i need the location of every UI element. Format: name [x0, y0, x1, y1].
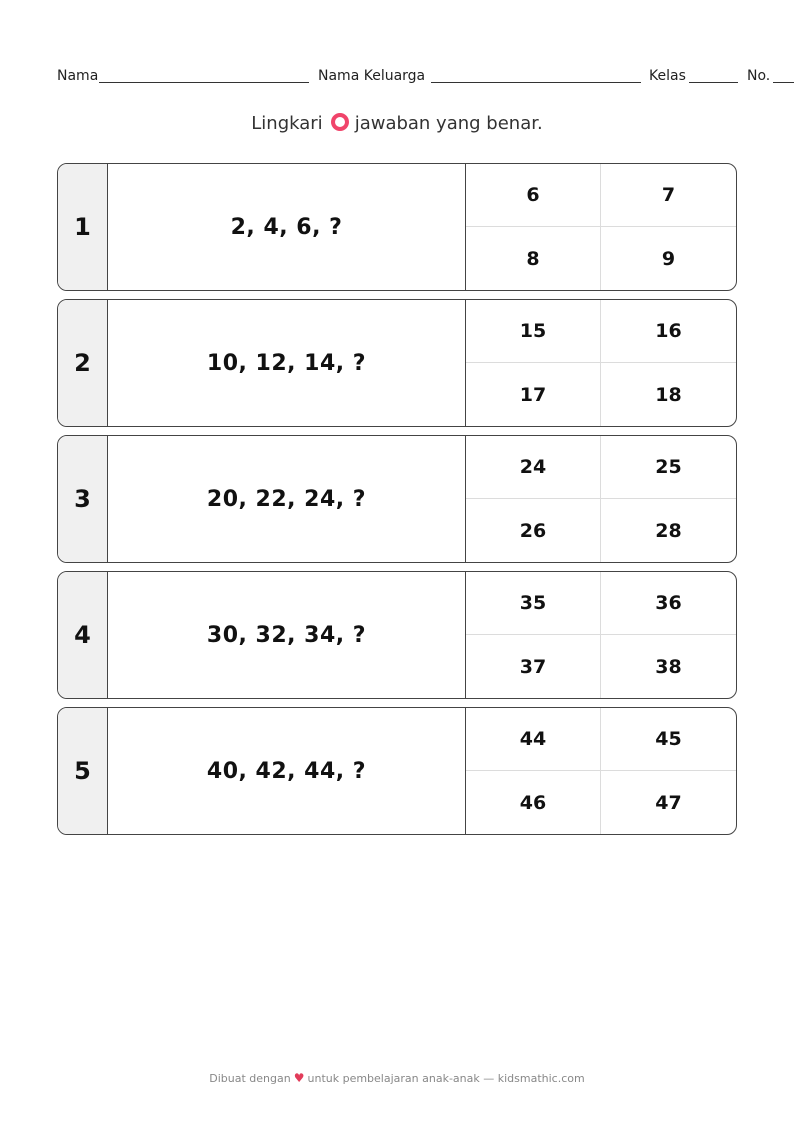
family-name-label: Nama Keluarga [318, 68, 426, 84]
number-sequence: 40, 42, 44, ? [108, 708, 466, 834]
answer-options [466, 300, 736, 426]
answer-option[interactable]: 15 [466, 300, 601, 363]
answer-option[interactable]: 47 [655, 791, 682, 814]
footer [0, 1071, 794, 1085]
question-number: 3 [58, 436, 108, 562]
answer-options [466, 164, 736, 290]
answer-option[interactable]: 7 [601, 164, 736, 227]
answer-option[interactable]: 38 [655, 655, 682, 678]
number-sequence: 30, 32, 34, ? [108, 572, 466, 698]
question-row [57, 435, 737, 563]
instruction-text-after: jawaban yang benar. [354, 113, 543, 134]
instruction [0, 113, 794, 134]
answer-option[interactable]: 35 [466, 572, 601, 635]
number-sequence: 2, 4, 6, ? [108, 164, 466, 290]
class-line [689, 82, 738, 83]
answer-options [466, 436, 736, 562]
number-sequence: 20, 22, 24, ? [108, 436, 466, 562]
answer-option[interactable]: 36 [601, 572, 736, 635]
footer-text-after: untuk pembelajaran anak-anak — kidsmathic.com [307, 1072, 585, 1085]
footer-text-before: Dibuat dengan [209, 1072, 291, 1085]
name-line [99, 82, 309, 83]
answer-option[interactable]: 17 [466, 363, 601, 426]
answer-option[interactable]: 6 [466, 164, 601, 227]
question-row [57, 163, 737, 291]
heart-icon: ♥ [293, 1071, 305, 1085]
answer-option[interactable]: 18 [655, 383, 682, 406]
answer-option[interactable]: 9 [661, 247, 676, 270]
question-number: 2 [58, 300, 108, 426]
answer-option[interactable]: 24 [466, 436, 601, 499]
answer-option[interactable]: 25 [601, 436, 736, 499]
question-row [57, 571, 737, 699]
circle-icon [331, 113, 349, 131]
class-label: Kelas [649, 68, 686, 84]
answer-option[interactable]: 44 [466, 708, 601, 771]
answer-option[interactable]: 16 [601, 300, 736, 363]
answer-option[interactable]: 28 [655, 519, 682, 542]
answer-option[interactable]: 8 [466, 227, 601, 290]
student-info-header [57, 68, 794, 88]
answer-option[interactable]: 46 [466, 771, 601, 834]
number-line [773, 82, 794, 83]
instruction-text-before: Lingkari [251, 113, 323, 134]
answer-option[interactable]: 37 [466, 635, 601, 698]
question-number: 1 [58, 164, 108, 290]
question-row [57, 299, 737, 427]
answer-option[interactable]: 45 [601, 708, 736, 771]
answer-option[interactable]: 26 [466, 499, 601, 562]
question-number: 4 [58, 572, 108, 698]
number-label: No. [747, 68, 771, 84]
number-sequence: 10, 12, 14, ? [108, 300, 466, 426]
name-label: Nama [57, 68, 99, 84]
question-list [57, 163, 737, 843]
family-name-line [431, 82, 641, 83]
answer-options [466, 708, 736, 834]
question-number: 5 [58, 708, 108, 834]
answer-options [466, 572, 736, 698]
question-row [57, 707, 737, 835]
